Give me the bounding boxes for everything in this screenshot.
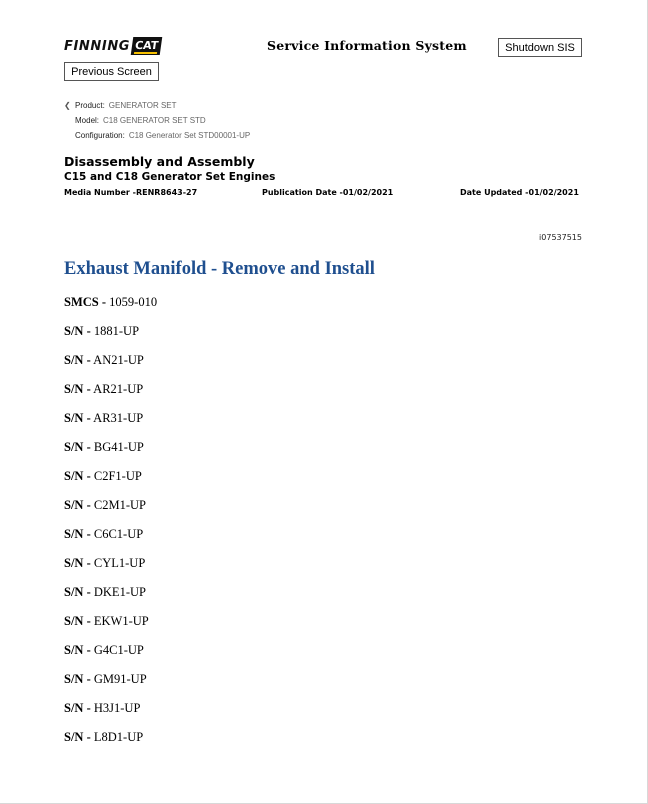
product-row <box>64 98 250 113</box>
serial-number-item <box>64 643 157 672</box>
code-value: DKE1-UP <box>90 585 146 599</box>
code-label: S/N - <box>64 527 91 541</box>
model-label: Model: <box>75 116 100 125</box>
logo-text: FINNING <box>64 38 131 54</box>
code-label: S/N - <box>64 324 91 338</box>
code-label: S/N - <box>64 498 91 512</box>
serial-number-item <box>64 701 157 730</box>
serial-number-item <box>64 585 157 614</box>
serial-number-item <box>64 469 157 498</box>
code-value: AR31-UP <box>90 411 144 425</box>
code-label: S/N - <box>64 730 91 744</box>
code-value: H3J1-UP <box>90 701 141 715</box>
back-chevron-icon[interactable]: ❮ <box>64 101 71 110</box>
code-value: BG41-UP <box>90 440 144 454</box>
serial-number-item <box>64 411 157 440</box>
code-label: S/N - <box>64 701 91 715</box>
publication-date: Publication Date -01/02/2021 <box>262 188 394 197</box>
date-updated: Date Updated -01/02/2021 <box>460 188 579 197</box>
serial-number-item <box>64 382 157 411</box>
serial-number-item <box>64 353 157 382</box>
code-value: L8D1-UP <box>90 730 144 744</box>
media-number: Media Number -RENR8643-27 <box>64 188 198 197</box>
code-value: C2F1-UP <box>90 469 142 483</box>
serial-number-item <box>64 556 157 585</box>
code-label: S/N - <box>64 353 91 367</box>
code-label: S/N - <box>64 614 91 628</box>
code-label: S/N - <box>64 411 91 425</box>
code-value: AN21-UP <box>90 353 144 367</box>
product-value: GENERATOR SET <box>108 101 177 110</box>
code-label: SMCS - <box>64 295 107 309</box>
configuration-row <box>64 128 250 143</box>
serial-number-item <box>64 672 157 701</box>
model-row <box>64 113 250 128</box>
code-value: AR21-UP <box>90 382 144 396</box>
page-title: Exhaust Manifold - Remove and Install <box>64 259 375 279</box>
configuration-label: Configuration: <box>75 131 125 140</box>
code-value: CYL1-UP <box>90 556 146 570</box>
cat-badge-text: CAT <box>134 39 160 52</box>
code-label: S/N - <box>64 643 91 657</box>
code-value: C6C1-UP <box>90 527 144 541</box>
smcs-code <box>64 295 157 324</box>
serial-number-item <box>64 527 157 556</box>
code-label: S/N - <box>64 672 91 686</box>
code-label: S/N - <box>64 469 91 483</box>
serial-number-item <box>64 324 157 353</box>
document-title: Disassembly and Assembly <box>64 154 255 169</box>
code-label: S/N - <box>64 585 91 599</box>
previous-screen-button[interactable]: Previous Screen <box>64 62 159 81</box>
product-label: Product: <box>75 101 105 110</box>
serial-number-item <box>64 440 157 469</box>
model-value: C18 GENERATOR SET STD <box>103 116 206 125</box>
code-label: S/N - <box>64 440 91 454</box>
code-value: GM91-UP <box>90 672 147 686</box>
cat-badge <box>131 37 163 55</box>
document-subtitle: C15 and C18 Generator Set Engines <box>64 171 276 183</box>
code-value: G4C1-UP <box>90 643 144 657</box>
finning-cat-logo <box>64 36 161 56</box>
serial-number-item <box>64 498 157 527</box>
system-title: Service Information System <box>267 38 467 53</box>
code-label: S/N - <box>64 382 91 396</box>
serial-number-item <box>64 614 157 643</box>
product-info <box>64 98 250 143</box>
serial-number-list <box>64 295 157 759</box>
code-value: C2M1-UP <box>90 498 146 512</box>
code-value: 1881-UP <box>90 324 140 338</box>
code-label: S/N - <box>64 556 91 570</box>
document-id: i07537515 <box>539 233 582 242</box>
code-value: EKW1-UP <box>90 614 149 628</box>
shutdown-sis-button[interactable]: Shutdown SIS <box>498 38 582 57</box>
configuration-value: C18 Generator Set STD00001-UP <box>128 131 251 140</box>
serial-number-item <box>64 730 157 759</box>
code-value: 1059-010 <box>106 295 158 309</box>
